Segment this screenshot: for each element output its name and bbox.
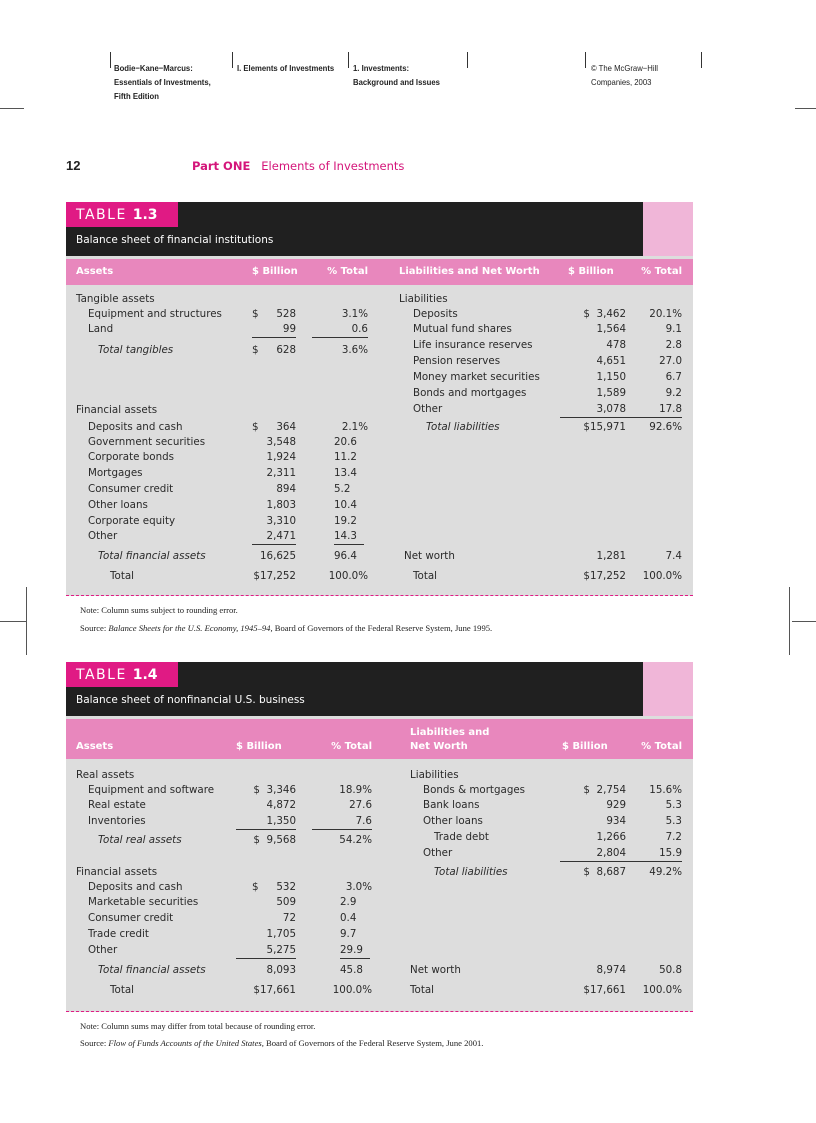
col-billion: $ Billion bbox=[252, 266, 298, 277]
row-label: Bonds & mortgages bbox=[423, 784, 526, 796]
row-label: Land bbox=[88, 323, 114, 335]
row-amount: 3,310 bbox=[266, 515, 296, 527]
row-amount: 1,350 bbox=[236, 814, 296, 830]
row-percent: 27.0 bbox=[659, 355, 682, 367]
row-percent: 2.9 bbox=[340, 896, 357, 908]
row-amount: $17,252 bbox=[583, 570, 626, 582]
row-label: Net worth bbox=[410, 964, 461, 976]
row-percent: 0.6 bbox=[312, 322, 368, 338]
table-row bbox=[66, 963, 693, 978]
table-row bbox=[66, 865, 693, 880]
row-amount: $15,971 bbox=[583, 421, 626, 433]
table-1-4-source: Source: Flow of Funds Accounts of the United States, Board of Governors of the Federal Reserve System, June 2001. bbox=[80, 1038, 484, 1048]
row-percent: 45.8 bbox=[340, 964, 363, 976]
row-label: Bank loans bbox=[423, 799, 480, 811]
row-amount: 8,093 bbox=[266, 964, 296, 976]
row-label: Liabilities bbox=[399, 293, 448, 305]
table-subtitle: Balance sheet of financial institutions bbox=[76, 234, 274, 246]
col-pct-2: % Total bbox=[641, 266, 682, 277]
table-row bbox=[66, 402, 693, 417]
row-label: Net worth bbox=[404, 550, 455, 562]
table-row bbox=[66, 943, 693, 958]
table-1-3-note: Note: Column sums subject to rounding error. bbox=[80, 605, 238, 615]
row-label: Inventories bbox=[88, 815, 146, 827]
row-label: Trade debt bbox=[434, 831, 489, 843]
row-percent: 10.4 bbox=[334, 499, 357, 511]
table-1-3 bbox=[66, 202, 693, 596]
header-part: I. Elements of Investments bbox=[237, 63, 335, 73]
row-percent: 54.2% bbox=[339, 834, 372, 846]
table-row bbox=[66, 911, 693, 926]
page-number: 12 bbox=[66, 158, 81, 173]
row-amount: 2,804 bbox=[560, 846, 626, 862]
row-label: Life insurance reserves bbox=[413, 339, 533, 351]
table-row bbox=[66, 307, 693, 322]
row-label: Tangible assets bbox=[76, 293, 155, 305]
table-1-4 bbox=[66, 662, 693, 1012]
row-label: Total bbox=[413, 570, 438, 582]
row-label: Money market securities bbox=[413, 371, 540, 383]
header-copyright: © The McGraw−Hill Companies, 2003 bbox=[591, 63, 658, 87]
col-billion: $ Billion bbox=[236, 741, 282, 752]
row-percent: 20.6 bbox=[334, 436, 357, 448]
col-assets: Assets bbox=[76, 266, 114, 277]
table-row bbox=[66, 880, 693, 895]
row-percent: 92.6% bbox=[649, 421, 682, 433]
row-amount: 99 bbox=[252, 322, 296, 338]
row-percent: 7.6 bbox=[312, 814, 372, 830]
row-amount: 2,471 bbox=[252, 529, 296, 545]
table-row bbox=[66, 514, 693, 529]
row-amount: 934 bbox=[606, 815, 626, 827]
row-amount: 532 bbox=[276, 881, 296, 893]
table-row bbox=[66, 450, 693, 465]
row-amount: $ 2,754 bbox=[583, 784, 626, 796]
row-amount: 1,924 bbox=[266, 451, 296, 463]
table-row bbox=[66, 846, 693, 861]
row-amount: 929 bbox=[606, 799, 626, 811]
row-label: Equipment and structures bbox=[88, 308, 222, 320]
column-header-row bbox=[66, 719, 693, 759]
table-row bbox=[66, 783, 693, 798]
row-label: Other bbox=[88, 530, 118, 542]
row-amount: 16,625 bbox=[259, 550, 296, 562]
table-row bbox=[66, 814, 693, 829]
row-label: Total tangibles bbox=[98, 344, 174, 356]
row-amount: $17,661 bbox=[253, 984, 296, 996]
table-row bbox=[66, 386, 693, 401]
table-label: TABLE 1.3 bbox=[76, 207, 158, 223]
row-amount: 8,974 bbox=[596, 964, 626, 976]
row-percent: 2.8 bbox=[665, 339, 682, 351]
row-percent: 15.9 bbox=[626, 846, 682, 862]
row-percent: 29.9 bbox=[340, 943, 370, 959]
table-row bbox=[66, 830, 693, 845]
row-percent: 50.8 bbox=[659, 964, 682, 976]
table-row bbox=[66, 549, 693, 564]
col-pct: % Total bbox=[327, 266, 368, 277]
row-percent: 100.0% bbox=[642, 570, 682, 582]
row-label: Trade credit bbox=[88, 928, 149, 940]
row-percent: 15.6% bbox=[649, 784, 682, 796]
row-percent: 100.0% bbox=[328, 570, 368, 582]
row-percent: 13.4 bbox=[334, 467, 357, 479]
row-amount: $ 9,568 bbox=[253, 834, 296, 846]
row-amount: 4,651 bbox=[596, 355, 626, 367]
row-dollar-sign: $ bbox=[252, 308, 259, 320]
row-label: Other loans bbox=[88, 499, 148, 511]
row-amount: 364 bbox=[276, 421, 296, 433]
col-liabilities: Liabilities and bbox=[410, 727, 490, 738]
table-row bbox=[66, 370, 693, 385]
row-percent: 3.6% bbox=[341, 344, 368, 356]
table-row bbox=[66, 983, 693, 998]
row-percent: 96.4 bbox=[334, 550, 357, 562]
table-row bbox=[66, 768, 693, 783]
row-amount: $17,661 bbox=[583, 984, 626, 996]
row-percent: 49.2% bbox=[649, 866, 682, 878]
table-label: TABLE 1.4 bbox=[76, 667, 158, 683]
part-heading: Part ONE Elements of Investments bbox=[192, 159, 405, 173]
col-pct-2: % Total bbox=[641, 741, 682, 752]
row-amount: 528 bbox=[276, 308, 296, 320]
row-amount: 894 bbox=[276, 483, 296, 495]
table-row bbox=[66, 798, 693, 813]
row-amount: 3,078 bbox=[560, 402, 626, 418]
row-label: Equipment and software bbox=[88, 784, 215, 796]
row-label: Total liabilities bbox=[434, 866, 508, 878]
table-bottom-rule bbox=[66, 1011, 693, 1012]
row-percent: 5.2 bbox=[334, 483, 351, 495]
row-label: Financial assets bbox=[76, 866, 158, 878]
row-dollar-sign: $ bbox=[252, 421, 259, 433]
row-percent: 2.1% bbox=[341, 421, 368, 433]
row-amount: 72 bbox=[282, 912, 296, 924]
row-percent: 17.8 bbox=[626, 402, 682, 418]
row-percent: 3.1% bbox=[341, 308, 368, 320]
row-percent: 14.3 bbox=[334, 529, 364, 545]
row-label: Other bbox=[413, 403, 443, 415]
table-row bbox=[66, 895, 693, 910]
row-label: Total bbox=[410, 984, 435, 996]
row-dollar-sign: $ bbox=[252, 344, 259, 356]
row-amount: $ 3,462 bbox=[583, 308, 626, 320]
col-billion-2: $ Billion bbox=[568, 266, 614, 277]
row-label: Total liabilities bbox=[426, 421, 500, 433]
row-amount: 628 bbox=[276, 344, 296, 356]
row-label: Marketable securities bbox=[88, 896, 199, 908]
col-assets: Assets bbox=[76, 741, 114, 752]
row-label: Total bbox=[110, 984, 135, 996]
row-amount: 1,281 bbox=[596, 550, 626, 562]
table-row bbox=[66, 498, 693, 513]
row-label: Other loans bbox=[423, 815, 483, 827]
row-label: Corporate equity bbox=[88, 515, 176, 527]
row-percent: 27.6 bbox=[349, 799, 372, 811]
row-percent: 18.9% bbox=[339, 784, 372, 796]
table-1-4-note: Note: Column sums may differ from total because of rounding error. bbox=[80, 1021, 316, 1031]
row-amount: 478 bbox=[606, 339, 626, 351]
row-amount: 1,266 bbox=[596, 831, 626, 843]
row-label: Financial assets bbox=[76, 404, 158, 416]
row-label: Government securities bbox=[88, 436, 206, 448]
row-percent: 6.7 bbox=[665, 371, 682, 383]
row-label: Other bbox=[423, 847, 453, 859]
row-label: Mutual fund shares bbox=[413, 323, 512, 335]
col-liabilities: Liabilities and Net Worth bbox=[399, 266, 540, 277]
row-label: Deposits bbox=[413, 308, 458, 320]
table-row bbox=[66, 292, 693, 307]
col-net-worth: Net Worth bbox=[410, 741, 468, 752]
row-percent: 7.4 bbox=[665, 550, 682, 562]
header-chapter: 1. Investments: Background and Issues bbox=[353, 63, 440, 87]
row-label: Total financial assets bbox=[98, 964, 206, 976]
col-pct: % Total bbox=[331, 741, 372, 752]
row-label: Mortgages bbox=[88, 467, 143, 479]
row-label: Corporate bonds bbox=[88, 451, 175, 463]
table-bottom-rule bbox=[66, 595, 693, 596]
row-amount: 4,872 bbox=[266, 799, 296, 811]
row-label: Total real assets bbox=[98, 834, 182, 846]
row-percent: 20.1% bbox=[649, 308, 682, 320]
row-percent: 100.0% bbox=[642, 984, 682, 996]
row-percent: 5.3 bbox=[665, 799, 682, 811]
table-row bbox=[66, 569, 693, 584]
row-label: Pension reserves bbox=[413, 355, 501, 367]
table-1-3-source: Source: Balance Sheets for the U.S. Economy, 1945–94, Board of Governors of the Federal Reserve System, June 1995. bbox=[80, 623, 493, 633]
row-percent: 5.3 bbox=[665, 815, 682, 827]
row-label: Other bbox=[88, 944, 118, 956]
row-percent: 3.0% bbox=[345, 881, 372, 893]
table-row bbox=[66, 354, 693, 369]
row-amount: 1,150 bbox=[596, 371, 626, 383]
table-subtitle: Balance sheet of nonfinancial U.S. business bbox=[76, 694, 305, 706]
table-row bbox=[66, 338, 693, 353]
row-percent: 100.0% bbox=[332, 984, 372, 996]
row-label: Consumer credit bbox=[88, 912, 174, 924]
row-amount: 1,803 bbox=[266, 499, 296, 511]
table-row bbox=[66, 322, 693, 337]
row-percent: 0.4 bbox=[340, 912, 357, 924]
table-row bbox=[66, 927, 693, 942]
running-header bbox=[110, 52, 702, 104]
row-label: Deposits and cash bbox=[88, 421, 183, 433]
row-percent: 11.2 bbox=[334, 451, 357, 463]
row-amount: 509 bbox=[276, 896, 296, 908]
row-amount: 2,311 bbox=[266, 467, 296, 479]
col-billion-2: $ Billion bbox=[562, 741, 608, 752]
row-percent: 7.2 bbox=[665, 831, 682, 843]
row-amount: 1,705 bbox=[266, 928, 296, 940]
row-label: Total bbox=[110, 570, 135, 582]
row-amount: 3,548 bbox=[266, 436, 296, 448]
row-label: Liabilities bbox=[410, 769, 459, 781]
header-book-info: Bodie−Kane−Marcus: Essentials of Investments, Fifth Edition bbox=[114, 63, 211, 101]
row-amount: $17,252 bbox=[253, 570, 296, 582]
row-amount: $ 8,687 bbox=[583, 866, 626, 878]
row-label: Total financial assets bbox=[98, 550, 206, 562]
column-header-row bbox=[66, 259, 693, 285]
row-label: Deposits and cash bbox=[88, 881, 183, 893]
row-percent: 19.2 bbox=[334, 515, 357, 527]
row-amount: 1,589 bbox=[596, 387, 626, 399]
row-label: Bonds and mortgages bbox=[413, 387, 527, 399]
row-label: Real assets bbox=[76, 769, 135, 781]
row-amount: $ 3,346 bbox=[253, 784, 296, 796]
table-row bbox=[66, 482, 693, 497]
row-percent: 9.7 bbox=[340, 928, 357, 940]
row-label: Consumer credit bbox=[88, 483, 174, 495]
row-percent: 9.1 bbox=[665, 323, 682, 335]
table-row bbox=[66, 466, 693, 481]
table-row bbox=[66, 435, 693, 450]
row-percent: 9.2 bbox=[665, 387, 682, 399]
row-dollar-sign: $ bbox=[252, 881, 259, 893]
table-row bbox=[66, 420, 693, 435]
row-amount: 1,564 bbox=[596, 323, 626, 335]
row-amount: 5,275 bbox=[236, 943, 296, 959]
row-label: Real estate bbox=[88, 799, 146, 811]
table-row bbox=[66, 529, 693, 544]
